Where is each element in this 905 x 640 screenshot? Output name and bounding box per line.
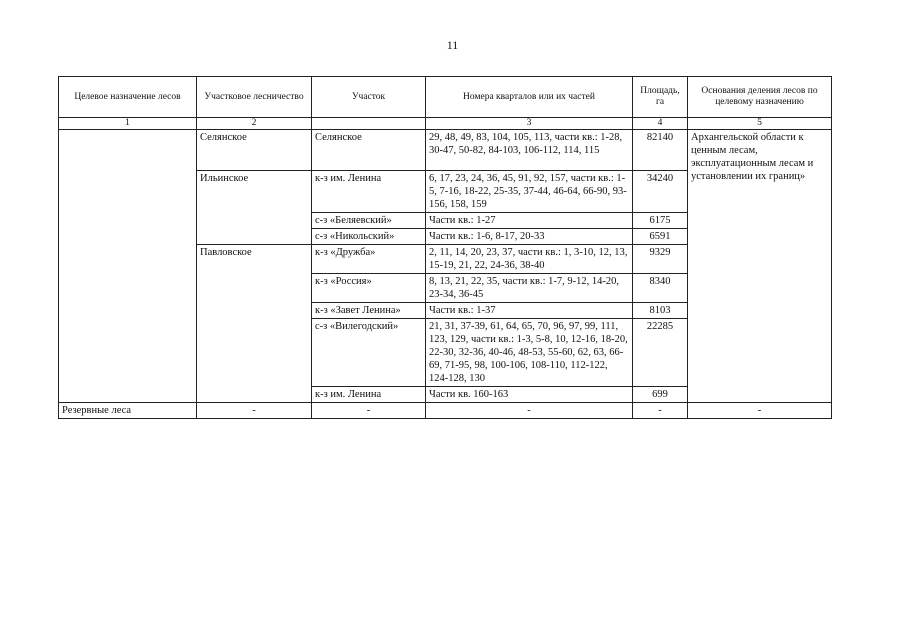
quarters-cell: 6, 17, 23, 24, 36, 45, 91, 92, 157, части кв.: 1-5, 7-16, 18-22, 25-35, 37-44, 46-64, 66-90, 93-156, 158, 159 bbox=[426, 171, 633, 213]
area-cell: 699 bbox=[633, 387, 688, 403]
basis-cell: Архангельской области к ценным лесам, эксплуатационным лесам и установлении их границ» bbox=[688, 130, 832, 403]
reserve-row bbox=[59, 403, 832, 419]
header-basis: Основания деления лесов по целевому назначению bbox=[688, 77, 832, 118]
header-purpose: Целевое назначение лесов bbox=[59, 77, 197, 118]
district-cell: Селянское bbox=[197, 130, 312, 171]
header-plot: Участок bbox=[312, 77, 426, 118]
quarters-cell: Части кв. 160-163 bbox=[426, 387, 633, 403]
area-cell: 22285 bbox=[633, 319, 688, 387]
column-number-row bbox=[59, 118, 832, 130]
district-cell: - bbox=[197, 403, 312, 419]
column-number: 2 bbox=[197, 118, 312, 130]
forest-purpose-table bbox=[58, 76, 832, 419]
area-cell: 6591 bbox=[633, 229, 688, 245]
quarters-cell: Части кв.: 1-37 bbox=[426, 303, 633, 319]
purpose-cell bbox=[59, 130, 197, 403]
area-cell: 9329 bbox=[633, 245, 688, 274]
area-cell: 8103 bbox=[633, 303, 688, 319]
area-cell: 82140 bbox=[633, 130, 688, 171]
plot-cell: Селянское bbox=[312, 130, 426, 171]
quarters-cell: - bbox=[426, 403, 633, 419]
district-cell: Ильинское bbox=[197, 171, 312, 245]
basis-cell: - bbox=[688, 403, 832, 419]
column-number: 3 bbox=[426, 118, 633, 130]
plot-cell: с-з «Никольский» bbox=[312, 229, 426, 245]
plot-cell: к-з им. Ленина bbox=[312, 171, 426, 213]
quarters-cell: 21, 31, 37-39, 61, 64, 65, 70, 96, 97, 99, 111, 123, 129, части кв.: 1-3, 5-8, 10, 12-16, 18-20, 22-30, 32-36, 40-46, 48-53, 55-60, 62, 63, 66-69, 71-95, 98, 100-106, 108-110, 112-122, 124-128, 130 bbox=[426, 319, 633, 387]
quarters-cell: 2, 11, 14, 20, 23, 37, части кв.: 1, 3-10, 12, 13, 15-19, 21, 22, 24-36, 38-40 bbox=[426, 245, 633, 274]
table-header-row bbox=[59, 77, 832, 118]
plot-cell: к-з им. Ленина bbox=[312, 387, 426, 403]
header-district: Участковое лесничество bbox=[197, 77, 312, 118]
plot-cell: - bbox=[312, 403, 426, 419]
header-area: Площадь, га bbox=[633, 77, 688, 118]
plot-cell: к-з «Дружба» bbox=[312, 245, 426, 274]
quarters-cell: Части кв.: 1-27 bbox=[426, 213, 633, 229]
purpose-cell: Резервные леса bbox=[59, 403, 197, 419]
area-cell: 6175 bbox=[633, 213, 688, 229]
table-row bbox=[59, 130, 832, 171]
area-cell: - bbox=[633, 403, 688, 419]
column-number bbox=[312, 118, 426, 130]
page-number: 11 bbox=[446, 38, 459, 52]
column-number: 4 bbox=[633, 118, 688, 130]
quarters-cell: 8, 13, 21, 22, 35, части кв.: 1-7, 9-12, 14-20, 23-34, 36-45 bbox=[426, 274, 633, 303]
quarters-cell: Части кв.: 1-6, 8-17, 20-33 bbox=[426, 229, 633, 245]
plot-cell: к-з «Завет Ленина» bbox=[312, 303, 426, 319]
quarters-cell: 29, 48, 49, 83, 104, 105, 113, части кв.: 1-28, 30-47, 50-82, 84-103, 106-112, 114, 115 bbox=[426, 130, 633, 171]
area-cell: 8340 bbox=[633, 274, 688, 303]
district-cell: Павловское bbox=[197, 245, 312, 403]
plot-cell: к-з «Россия» bbox=[312, 274, 426, 303]
column-number: 5 bbox=[688, 118, 832, 130]
plot-cell: с-з «Вилегодский» bbox=[312, 319, 426, 387]
area-cell: 34240 bbox=[633, 171, 688, 213]
column-number: 1 bbox=[59, 118, 197, 130]
plot-cell: с-з «Беляевский» bbox=[312, 213, 426, 229]
header-quarters: Номера кварталов или их частей bbox=[426, 77, 633, 118]
